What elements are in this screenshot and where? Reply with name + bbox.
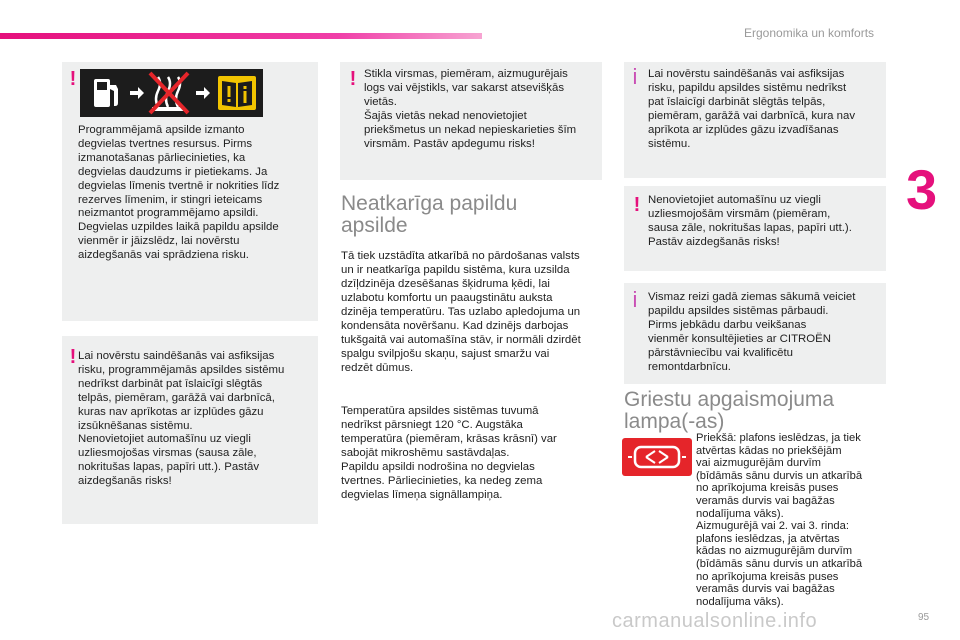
warning-mark: !: [349, 68, 357, 90]
crossed-heater-icon: [150, 73, 188, 113]
section-title: Ergonomika un komforts: [744, 26, 875, 40]
info-mark: i: [632, 64, 638, 89]
warning-mark: !: [69, 68, 77, 90]
warning-text: Lai novērstu saindēšanās vai asfiksijas risku, papildu apsildes sistēmu nedrīkst pat īslaicīgi darbināt slēgtās telpās, piemēram, garāžā vai darbnīcā, kura nav aprīkota ar izplūdes gāzu izvadīšanas sistēmu.: [648, 68, 856, 150]
ceiling-lamp-description: Priekšā: plafons ieslēdzas, ja tiek atvērtas kādas no priekšējām vai aizmugurējām durvīm (bīdāmās sānu durvis un atkarībā no aprīkojuma kreisās puses veramās durvis vai bagāžas nodalījuma vāks). Aizmugurējā vai 2. vai 3. rinda: plafons ieslēdzas, ja atvērtas kādas no aizmugurējām durvīm (bīdāmās sānu durvis un atkarībā no aprīkojuma kreisās puses veramās durvis vai bagāžas nodalījuma vāks).: [696, 432, 863, 608]
warning-book-icon: [218, 76, 256, 110]
page-number: 95: [918, 612, 930, 623]
ceiling-lamp-svg: [622, 438, 692, 476]
warning-box-glass: [340, 62, 602, 180]
pictogram-svg: [80, 69, 263, 117]
warning-text: Stikla virsmas, piemēram, aizmugurējais logs vai vējstikls, var sakarst atsevišķās vietās. Šajās vietās nekad nenovietojiet priekšmetus un nekad nepieskarieties šīm virsmām. Pastāv apdegumu risks!: [364, 68, 577, 150]
info-mark: i: [632, 287, 638, 312]
fuel-pump-icon: [94, 79, 118, 107]
pictogram-strip: [80, 69, 263, 117]
warning-box-flammable-surface: [624, 186, 886, 271]
paragraph-heater-description: Tā tiek uzstādīta atkarībā no pārdošanas valsts un ir neatkarīga papildu sistēma, kura uzsilda dzīļdzinēja dzesēšanas šķidruma ķēdi, lai uzlabotu komfortu un paaugstinātu auksta dzinēja temperatūru. Tas uzlabo apledojuma un kondensāta novēršanu. Kad dzinējs darbojas tukšgaitā vai automašīna stāv, ir normāli dzirdēt spalgu svilpjošu skaņu, sajust smaržu vai redzēt dūmus.: [341, 250, 581, 374]
arrow-icon: [196, 87, 210, 99]
warning-box-asphyxia: [62, 336, 318, 524]
ceiling-lamp-icon: [622, 438, 692, 476]
info-text: Vismaz reizi gadā ziemas sākumā veiciet papildu apsildes sistēmas pārbaudi. Pirms jebkādu darbu veikšanas vienmēr konsultējieties ar CITROËN pārstāvniecību vai kvalificētu remontdarbnīcu.: [648, 291, 856, 373]
chapter-number: 3: [906, 158, 938, 221]
paragraph-heater-temperature: Temperatūra apsildes sistēmas tuvumā nedrīkst pārsniegt 120 °C. Augstāka temperatūra (piemēram, krāsas krāsnī) var sabojāt mikroshēmu sastāvdaļas. Papildu apsildi nodrošina no degvielas tvertnes. Pārliecinieties, ka nedeg zema degvielas līmeņa signāllampiņa.: [341, 405, 557, 501]
warning-text: Lai novērstu saindēšanās vai asfiksijas risku, programmējamās apsildes sistēmu nedrīkst darbināt pat īslaicīgi slēgtās telpās, piemēram, garāžā vai darbnīcā, kuras nav aprīkotas ar izplūdes gāzu izsūknēšanas sistēmu. Nenovietojiet automašīnu uz viegli uzliesmojošas virsmas (sausa zāle, nokritušas lapas, papīri utt.). Pastāv aizdegšanās risks!: [78, 350, 285, 488]
warning-text: Programmējamā apsilde izmanto degvielas tvertnes resursus. Pirms izmanotašanas pārliecinieties, ka degvielas daudzums ir pietiekams. Ja degvielas līmenis tvertnē ir nokrities līdz rezerves līmenim, ir stingri ieteicams neizmantot programmējamo apsildi. Degvielas uzpildes laikā papildu apsilde vienmēr ir jāizslēdz, lai novērstu aizdegšanās vai sprādziena risku.: [78, 124, 280, 262]
warning-box-enclosed-space: [624, 62, 886, 178]
info-box-annual-check: [624, 283, 886, 384]
warning-mark: !: [633, 194, 641, 216]
warning-mark: !: [69, 346, 77, 368]
arrow-icon: [130, 87, 144, 99]
watermark: carmanualsonline.info: [612, 610, 818, 632]
header-accent-bar: [0, 33, 482, 39]
section-heading-independent-heater: Neatkarīga papildu apsilde: [341, 192, 518, 237]
warning-text: Nenovietojiet automašīnu uz viegli uzliesmojošām virsmām (piemēram, sausa zāle, nokritušas lapas, papīri utt.). Pastāv aizdegšanās risks!: [648, 194, 852, 248]
section-heading-ceiling-lamp: Griestu apgaismojuma lampa(-as): [624, 388, 835, 433]
